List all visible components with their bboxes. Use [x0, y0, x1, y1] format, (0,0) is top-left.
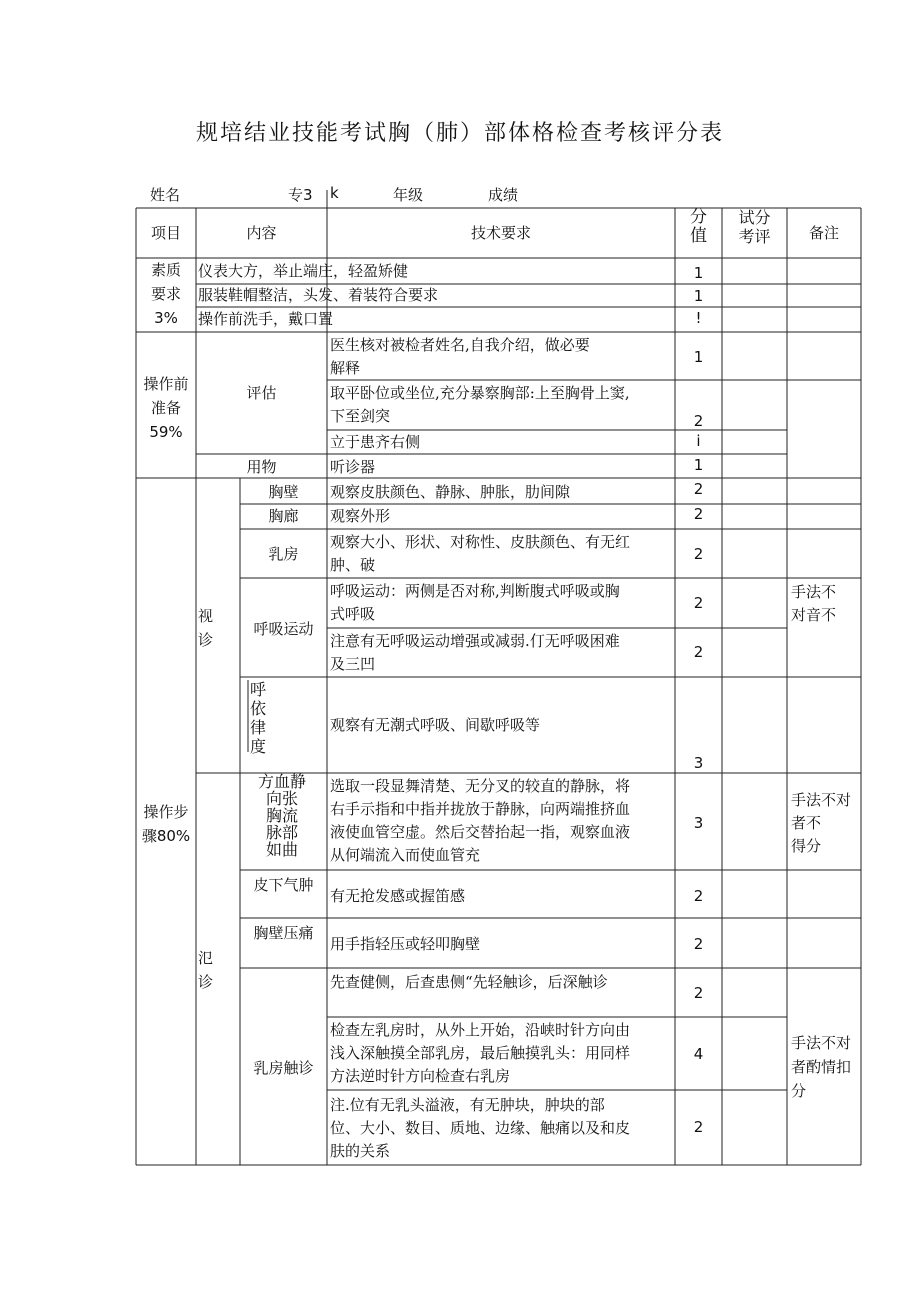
header-content: 内容 — [246, 224, 277, 242]
step-row-3-sub: 乳房 — [268, 545, 299, 563]
step-row-7-points: 3 — [693, 814, 704, 832]
sub-assess: 评估 — [246, 384, 277, 402]
step-row-12-text: 注.位有无乳头溢液，有无肿块，肿块的部 位、大小、数目、质地、边缘、触痛以及和皮 肤的关系 — [330, 1096, 631, 1160]
step-row-12-points: 2 — [693, 1118, 704, 1136]
prep-row-1-text: 医生核对被检者姓名,自我介绍，做必要 解释 — [330, 336, 590, 377]
prep-row-2-text: 取平卧位或坐位,充分暴察胸部:上至胸骨上窦, 下至剑突 — [330, 384, 630, 425]
step-row-8-text: 有无抢发感或握笛感 — [330, 887, 466, 905]
quality-row-1-text: 仪表大方，举止端庄，轻盈矫健 — [198, 262, 409, 280]
step-row-8-points: 2 — [693, 887, 704, 905]
remark-breast: 手法不对 者酌情扣 分 — [791, 1034, 852, 1100]
quality-row-1-points: 1 — [693, 264, 704, 282]
label-major: 专3 — [288, 186, 313, 204]
step-row-10-points: 2 — [693, 984, 704, 1002]
step-row-4-text: 呼吸运动：两侧是否对称,判断腹式呼吸或胸 式呼吸 — [330, 582, 620, 623]
header-remarks: 备注 — [808, 224, 839, 242]
step-row-3-points: 2 — [693, 545, 704, 563]
step-row-5-points: 2 — [693, 643, 704, 661]
step-row-8-sub: 皮下气肿 — [253, 876, 314, 894]
header-points: 分 值 — [690, 207, 707, 246]
step-row-11-text: 检查左乳房时，从外上开始，沿峡时针方向由 浅入深触摸全部乳房，最后触摸乳头：用同样 方法逆时针方向检查右乳房 — [330, 1021, 631, 1085]
prep-row-4-points: 1 — [693, 456, 704, 474]
step-row-6-text: 观察有无潮式呼吸、间歇呼吸等 — [330, 716, 541, 734]
label-score: 成绩 — [488, 186, 519, 204]
quality-row-3-text: 操作前洗手，戴口置 — [198, 310, 334, 328]
step-row-1-text: 观察皮肤颜色、静脉、肿胀，肋间隙 — [330, 483, 571, 501]
step-row-2-text: 观察外形 — [330, 507, 391, 525]
step-row-7-text: 选取一段显舞清楚、无分叉的较直的静脉，将 右手示指和中指并拢放于静脉，向两端推挤血 液使血管空虚。然后交替抬起一指，观察血液 从何端流入而使血管充 — [330, 777, 631, 864]
prep-row-2-points: 2 — [693, 412, 704, 430]
remark-vein: 手法不对 者不 得分 — [791, 791, 852, 855]
step-row-1-sub: 胸壁 — [268, 483, 299, 501]
prep-row-1-points: 1 — [693, 348, 704, 366]
header-item: 项目 — [150, 224, 181, 242]
step-row-11-points: 4 — [693, 1045, 704, 1063]
section-prep-label: 操作前 准备 59% — [143, 375, 189, 441]
step-row-7-sub: 方血静 向张 胸流 脉部 如曲 — [257, 772, 306, 859]
quality-row-2-points: 1 — [693, 287, 704, 305]
step-row-1-points: 2 — [693, 480, 704, 498]
remark-respiration: 手法不 对音不 — [791, 583, 837, 624]
step-row-6-points: 3 — [693, 754, 704, 772]
sub-palpation: 氾 诊 — [198, 949, 214, 991]
step-row-9-text: 用手指轻压或轻叩胸壁 — [330, 935, 481, 953]
prep-row-4-text: 听诊器 — [330, 458, 376, 476]
step-row-2-points: 2 — [693, 505, 704, 523]
label-name: 姓名 — [150, 186, 181, 204]
header-requirement: 技术要求 — [470, 224, 531, 242]
sub-inspection: 视 诊 — [198, 607, 214, 649]
label-k: k — [330, 184, 339, 202]
section-steps-label: 操作步 骤80% — [141, 803, 191, 845]
quality-row-2-text: 服装鞋帽整洁，头发、着装符合要求 — [198, 286, 439, 304]
label-grade: 年级 — [393, 186, 424, 204]
sub-supplies: 用物 — [246, 458, 277, 476]
page-title: 规培结业技能考试胸（肺）部体格检查考核评分表 — [195, 121, 724, 146]
step-row-5-text: 注意有无呼吸运动增强或减弱.仃无呼吸困难 及三凹 — [330, 632, 620, 673]
header-examiner: 试分 考评 — [738, 208, 771, 246]
prep-row-3-text: 立于患齐右侧 — [330, 433, 421, 451]
section-quality-label: 素质 要求 3% — [150, 261, 181, 327]
prep-row-3-points: i — [696, 432, 701, 450]
step-row-9-sub: 胸壁压痛 — [253, 924, 314, 942]
quality-row-3-points: ! — [695, 309, 702, 327]
step-row-4-points: 2 — [693, 594, 704, 612]
step-row-3-text: 观察大小、形状、对称性、皮肤颜色、有无红 肿、破 — [330, 533, 631, 574]
step-row-9-points: 2 — [693, 935, 704, 953]
step-row-4-sub: 呼吸运动 — [253, 620, 314, 638]
step-row-10-text: 先查健侧，后查患侧“先轻触诊，后深触诊 — [330, 973, 608, 991]
step-row-10-sub: 乳房触诊 — [253, 1059, 314, 1077]
step-row-2-sub: 胸廊 — [268, 507, 299, 525]
step-row-6-sub: 呼 依 律 度 — [250, 680, 267, 756]
